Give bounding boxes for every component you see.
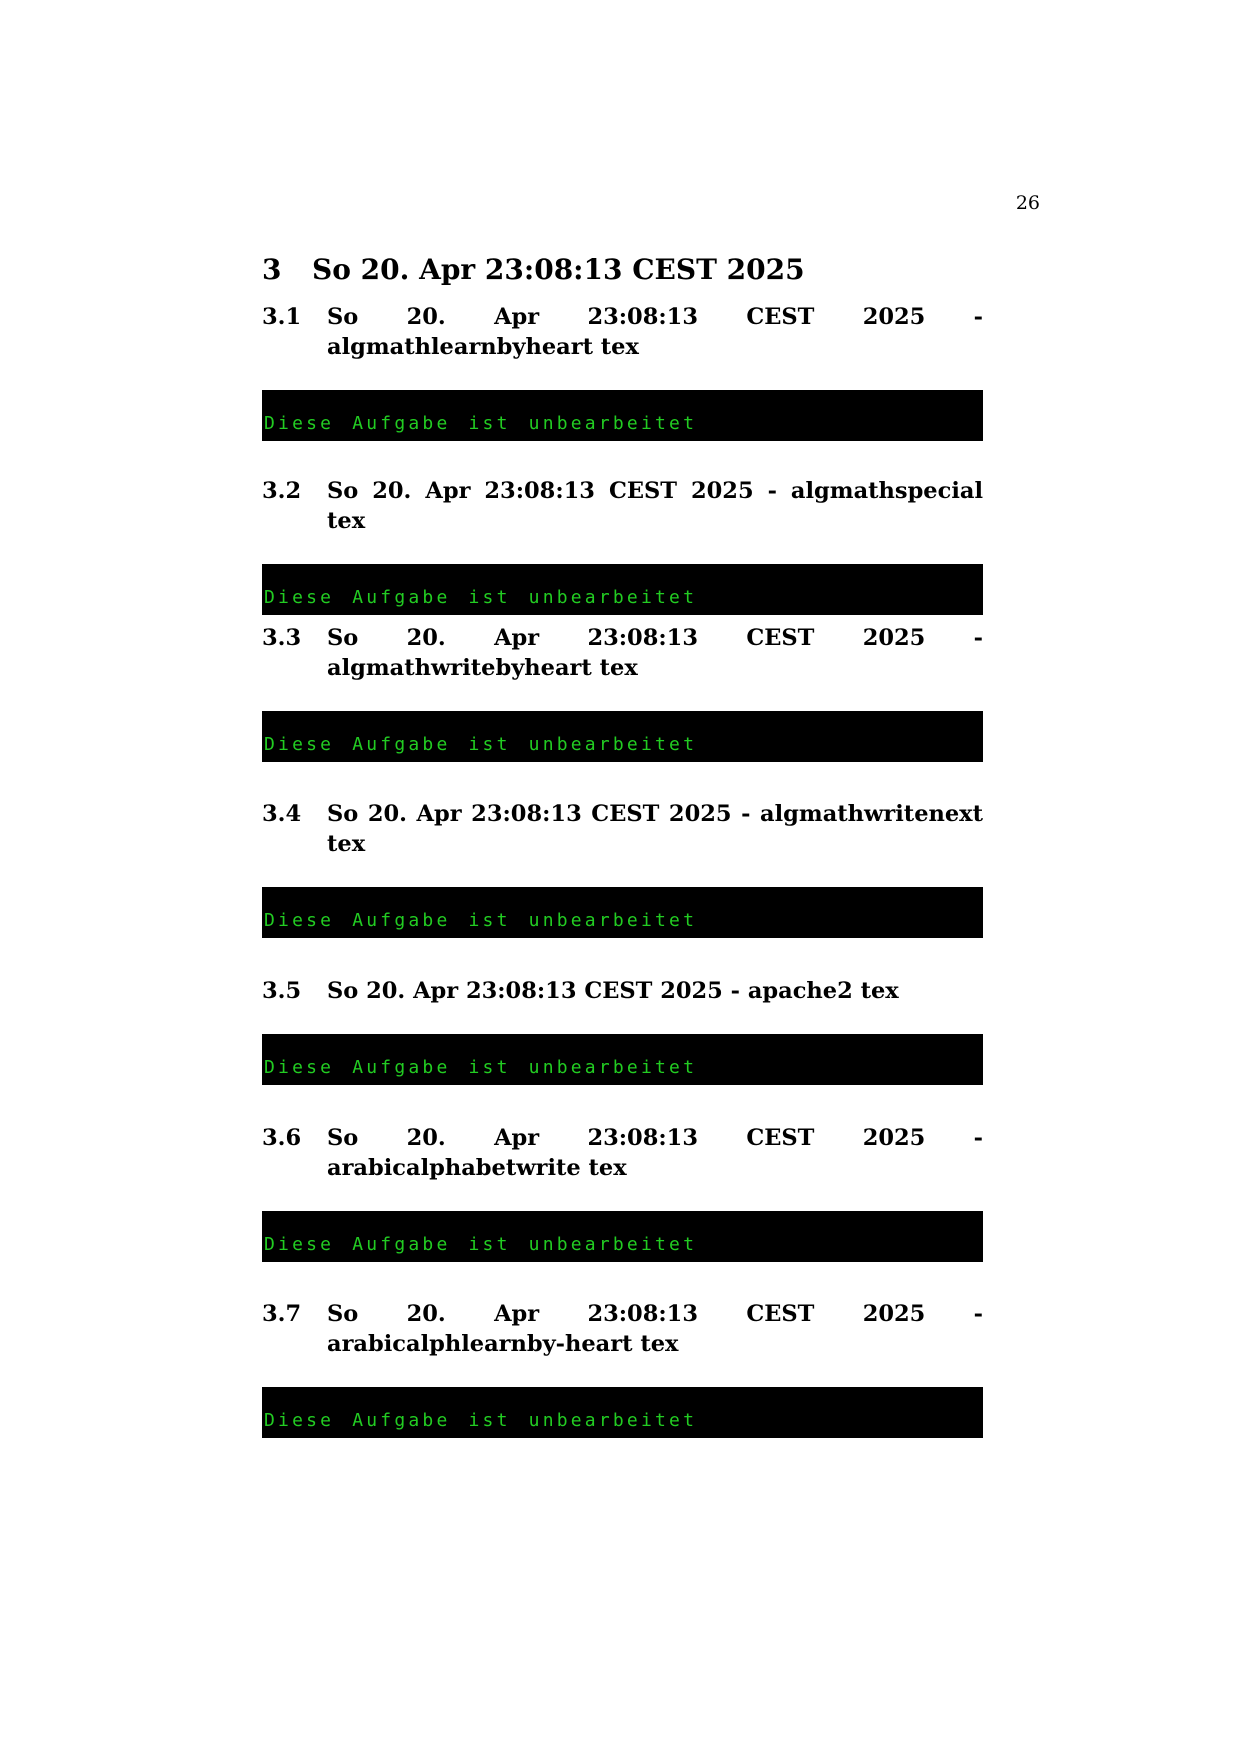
subsection-title: So 20. Apr 23:08:13 CEST 2025 - algmathlearnbyheart tex bbox=[327, 304, 983, 360]
subsection-number: 3.4 bbox=[262, 801, 302, 827]
status-box: Diese Aufgabe ist unbearbeitet bbox=[262, 390, 983, 441]
subsection-heading bbox=[262, 476, 983, 536]
section-heading bbox=[262, 252, 983, 288]
subsection-3-5 bbox=[262, 976, 983, 1123]
subsection-number: 3.1 bbox=[262, 304, 302, 330]
subsection-number: 3.7 bbox=[262, 1301, 302, 1327]
subsection-heading bbox=[262, 1123, 983, 1183]
subsection-heading bbox=[262, 1299, 983, 1359]
status-box: Diese Aufgabe ist unbearbeitet bbox=[262, 1387, 983, 1438]
subsection-3-7 bbox=[262, 1299, 983, 1431]
status-box: Diese Aufgabe ist unbearbeitet bbox=[262, 711, 983, 762]
subsection-title: So 20. Apr 23:08:13 CEST 2025 - algmathwritebyheart tex bbox=[327, 625, 983, 681]
subsection-3-1 bbox=[262, 302, 983, 476]
section-title: So 20. Apr 23:08:13 CEST 2025 bbox=[312, 253, 805, 286]
section-number: 3 bbox=[262, 253, 282, 286]
status-box: Diese Aufgabe ist unbearbeitet bbox=[262, 1034, 983, 1085]
subsection-title: So 20. Apr 23:08:13 CEST 2025 - arabicalphabetwrite tex bbox=[327, 1125, 983, 1181]
status-box: Diese Aufgabe ist unbearbeitet bbox=[262, 1211, 983, 1262]
subsection-3-6 bbox=[262, 1123, 983, 1299]
subsection-heading bbox=[262, 976, 983, 1006]
subsection-number: 3.6 bbox=[262, 1125, 302, 1151]
subsection-number: 3.2 bbox=[262, 478, 302, 504]
subsection-3-3 bbox=[262, 623, 983, 799]
subsection-3-4 bbox=[262, 799, 983, 976]
subsection-title: So 20. Apr 23:08:13 CEST 2025 - algmathspecial tex bbox=[327, 478, 983, 534]
subsection-title: So 20. Apr 23:08:13 CEST 2025 - apache2 tex bbox=[327, 978, 899, 1004]
page-content bbox=[262, 252, 983, 1431]
subsection-heading bbox=[262, 799, 983, 859]
subsection-number: 3.5 bbox=[262, 978, 302, 1004]
subsection-heading bbox=[262, 623, 983, 683]
subsection-title: So 20. Apr 23:08:13 CEST 2025 - algmathwritenext tex bbox=[327, 801, 983, 857]
subsection-number: 3.3 bbox=[262, 625, 302, 651]
subsection-heading bbox=[262, 302, 983, 362]
page-number: 26 bbox=[1015, 192, 1040, 214]
status-box: Diese Aufgabe ist unbearbeitet bbox=[262, 564, 983, 615]
subsection-title: So 20. Apr 23:08:13 CEST 2025 - arabicalphlearnby-heart tex bbox=[327, 1301, 983, 1357]
status-box: Diese Aufgabe ist unbearbeitet bbox=[262, 887, 983, 938]
subsection-3-2 bbox=[262, 476, 983, 623]
